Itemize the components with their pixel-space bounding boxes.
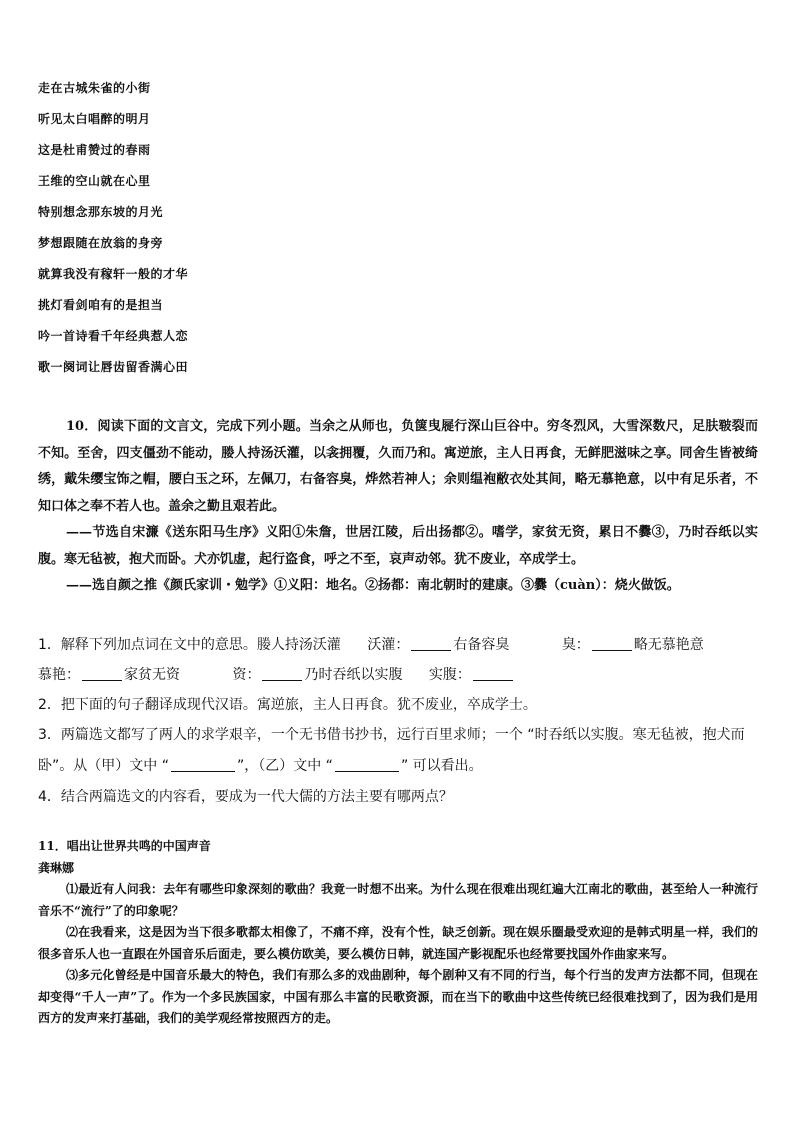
poem-line: 特别想念那东坡的月光 (38, 205, 164, 219)
poem-line: 王维的空山就在心里 (38, 174, 151, 188)
article-paragraph: ⑶多元化曾经是中国音乐最大的特色，我们有那么多的戏曲剧种，每个剧种又有不同的行当，每个行当的发声方法都不同，但现在却变得“千人一声”了。作为一个多民族国家，中国有那么丰富的民歌资源，而在当下的歌曲中这些传统已经很难找到了，因为我们是用西方的发声来打基础，我们的美学观经常按照西方的走。 (38, 968, 758, 1025)
answer-blank[interactable] (335, 757, 399, 772)
article-paragraph: ⑵在我看来，这是因为当下很多歌都太相像了，不痛不痒，没有个性，缺乏创新。现在娱乐圈最受欢迎的是韩式明星一样，我们的很多音乐人也一直跟在外国音乐后面走，要么模仿欧美，要么模仿日韩，就连国产影视配乐也经常要找国外作曲家来写。 (38, 925, 758, 961)
question-text: 右备容臭 (453, 637, 510, 653)
poem-line: 梦想跟随在放翁的身旁 (38, 236, 164, 250)
poem-line: 挑灯看剑咱有的是担当 (38, 298, 164, 312)
question-text: 乃时吞纸以实腹 (304, 667, 403, 683)
question-1-line-2 (38, 660, 758, 690)
question-text: 略无慕艳意 (633, 637, 704, 653)
question-text: 实腹： (428, 667, 471, 683)
classical-passage (38, 414, 758, 600)
answer-blank[interactable] (82, 666, 122, 681)
question-text: 家贫无资 (124, 667, 180, 683)
question-text: 慕艳： (38, 667, 80, 683)
poem-line: 吟一首诗看千年经典惹人恋 (38, 329, 189, 343)
answer-blank[interactable] (262, 666, 302, 681)
question-list (38, 630, 758, 812)
passage-source-2: ——选自颜之推《颜氏家训・勉学》①义阳：地名。②扬都：南北朝时的建康。③爨（cuàn）：烧火做饭。 (66, 578, 680, 593)
poem-line: 歌一阕词让唇齿留香满心田 (38, 360, 189, 374)
answer-blank[interactable] (171, 757, 235, 772)
question-4: 4．结合两篇选文的内容看，要成为一代大儒的方法主要有哪两点？ (38, 789, 453, 805)
poem-line: 走在古城朱雀的小街 (38, 81, 151, 95)
article-title: 11．唱出让世界共鸣的中国声音 (38, 839, 211, 853)
modern-article (38, 836, 758, 1030)
question-text: 1．解释下列加点词在文中的意思。媵人持汤沃灌 (38, 637, 341, 653)
poem-line: 就算我没有稼轩一般的才华 (38, 267, 189, 281)
question-2: 2．把下面的句子翻译成现代汉语。寓逆旅，主人日再食。犹不废业，卒成学士。 (38, 697, 537, 713)
poem-line: 这是杜甫赞过的春雨 (38, 143, 151, 157)
question-1-line-1 (38, 630, 758, 660)
question-text: ” 可以看出。 (400, 758, 483, 774)
question-3 (38, 720, 758, 782)
poem-lyrics (38, 80, 438, 390)
question-text: ”，（乙）文中 “ (236, 758, 333, 774)
question-text: 资： (232, 667, 261, 683)
answer-blank[interactable] (411, 636, 451, 651)
question-text: 臭： (561, 637, 590, 653)
article-author: 龚琳娜 (38, 860, 75, 875)
answer-blank[interactable] (592, 636, 632, 651)
passage-paragraph: 10．阅读下面的文言文，完成下列小题。当余之从师也，负箧曳屣行深山巨谷中。穷冬烈风，大雪深数尺，足肤皲裂而不知。至舍，四支僵劲不能动，媵人持汤沃灌，以衾拥覆，久而乃和。寓逆旅，主人日再食，无鲜肥滋味之享。同舍生皆被绮绣，戴朱缨宝饰之帽，腰白玉之环，左佩刀，右备容臭，烨然若神人；余则缊袍敝衣处其间，略无慕艳意，以中有足乐者，不知口体之奉不若人也。盖余之勤且艰若此。 (38, 419, 758, 514)
passage-source-1: ——节选自宋濂《送东阳马生序》义阳①朱詹，世居江陵，后出扬都②。嗜学，家贫无资，累日不爨③，乃时吞纸以实腹。寒无毡被，抱犬而卧。犬亦饥虚，起行盗食，呼之不至，哀声动邻。犹不废业，卒成学士。 (38, 525, 758, 567)
poem-line: 听见太白唱醉的明月 (38, 112, 151, 126)
answer-blank[interactable] (473, 666, 513, 681)
question-text: 3．两篇选文都写了两人的求学艰辛，一个无书借书抄书，远行百里求师；一个 “时吞纸以实腹。寒无毡被，抱犬而卧”。从（甲）文中 “ (38, 727, 745, 774)
question-text: 沃灌： (367, 637, 410, 653)
article-paragraph: ⑴最近有人问我：去年有哪些印象深刻的歌曲？我竟一时想不出来。为什么现在很难出现红遍大江南北的歌曲，甚至给人一种流行音乐不“流行”了的印象呢？ (38, 882, 758, 918)
